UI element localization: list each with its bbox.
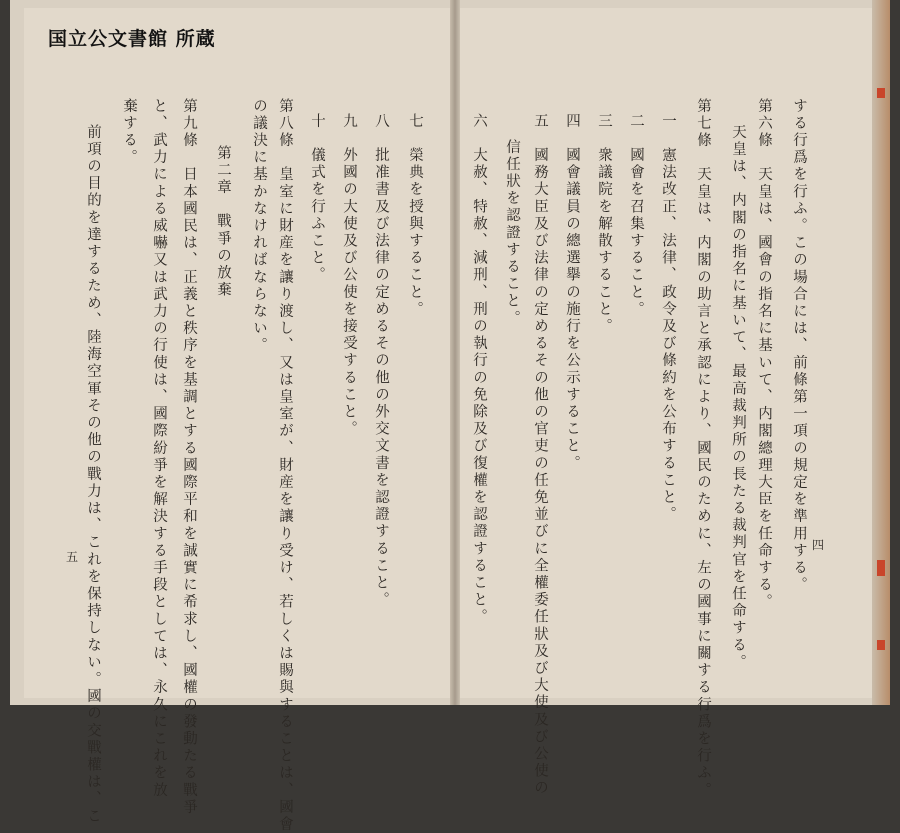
text-line: 十 儀式を行ふこと。 bbox=[309, 113, 325, 284]
text-line: 九 外國の大使及び公使を接受すること。 bbox=[341, 113, 357, 438]
page-number: 四 bbox=[812, 538, 825, 552]
text-line: 二 國會を召集すること。 bbox=[628, 113, 644, 319]
red-edge-mark bbox=[877, 640, 885, 650]
book-gutter bbox=[450, 0, 460, 705]
text-line: 信任狀を認證すること。 bbox=[504, 139, 520, 328]
text-line: 三 衆議院を解散すること。 bbox=[596, 113, 612, 336]
text-line: 第六條 天皇は、國會の指名に基いて、内閣總理大臣を任命する。 bbox=[756, 98, 772, 611]
text-line: 第八條 皇室に財産を讓り渡し、又は皇室が、財産を讓り受け、若しくは賜與することは、國會 bbox=[277, 98, 293, 833]
text-line: 五 國務大臣及び法律の定めるその他の官吏の任免並びに全權委任狀及び大使及び公使の bbox=[532, 113, 548, 797]
text-line: 八 批准書及び法律の定めるその他の外交文書を認證すること。 bbox=[373, 113, 389, 609]
chapter-heading: 第二章 戰爭の放棄 bbox=[215, 145, 231, 299]
page-number: 五 bbox=[66, 550, 79, 564]
red-edge-mark bbox=[877, 560, 885, 576]
text-line: 七 榮典を授與すること。 bbox=[407, 113, 423, 319]
text-line: 六 大赦、特赦、減刑、刑の執行の免除及び復權を認證すること。 bbox=[471, 113, 487, 626]
text-line: と、武力による威嚇又は武力の行使は、國際紛爭を解決する手段としては、永久にこれを放 bbox=[151, 98, 167, 800]
text-line: 第九條 日本國民は、正義と秩序を基調とする國際平和を誠實に希求し、國權の發動たる戰爭 bbox=[181, 98, 197, 817]
text-line: 一 憲法改正、法律、政令及び條約を公布すること。 bbox=[660, 113, 676, 524]
red-edge-mark bbox=[877, 88, 885, 98]
text-line: 前項の目的を達するため、陸海空軍その他の戰力は、これを保持しない。國の交戰權は、こ bbox=[85, 124, 101, 826]
text-line: 天皇は、内閣の指名に基いて、最高裁判所の長たる裁判官を任命する。 bbox=[730, 124, 746, 672]
text-line: する行爲を行ふ。この場合には、前條第一項の規定を準用する。 bbox=[791, 98, 807, 594]
text-line: の議決に基かなければならない。 bbox=[251, 98, 267, 355]
archive-watermark: 国立公文書館 所蔵 bbox=[48, 28, 216, 50]
text-line: 棄する。 bbox=[121, 98, 137, 167]
text-line: 四 國會議員の總選擧の施行を公示すること。 bbox=[564, 113, 580, 473]
page-edge-stack bbox=[872, 0, 890, 705]
text-line: 第七條 天皇は、内閣の助言と承認により、國民のために、左の國事に關する行爲を行ふ。 bbox=[695, 98, 711, 800]
